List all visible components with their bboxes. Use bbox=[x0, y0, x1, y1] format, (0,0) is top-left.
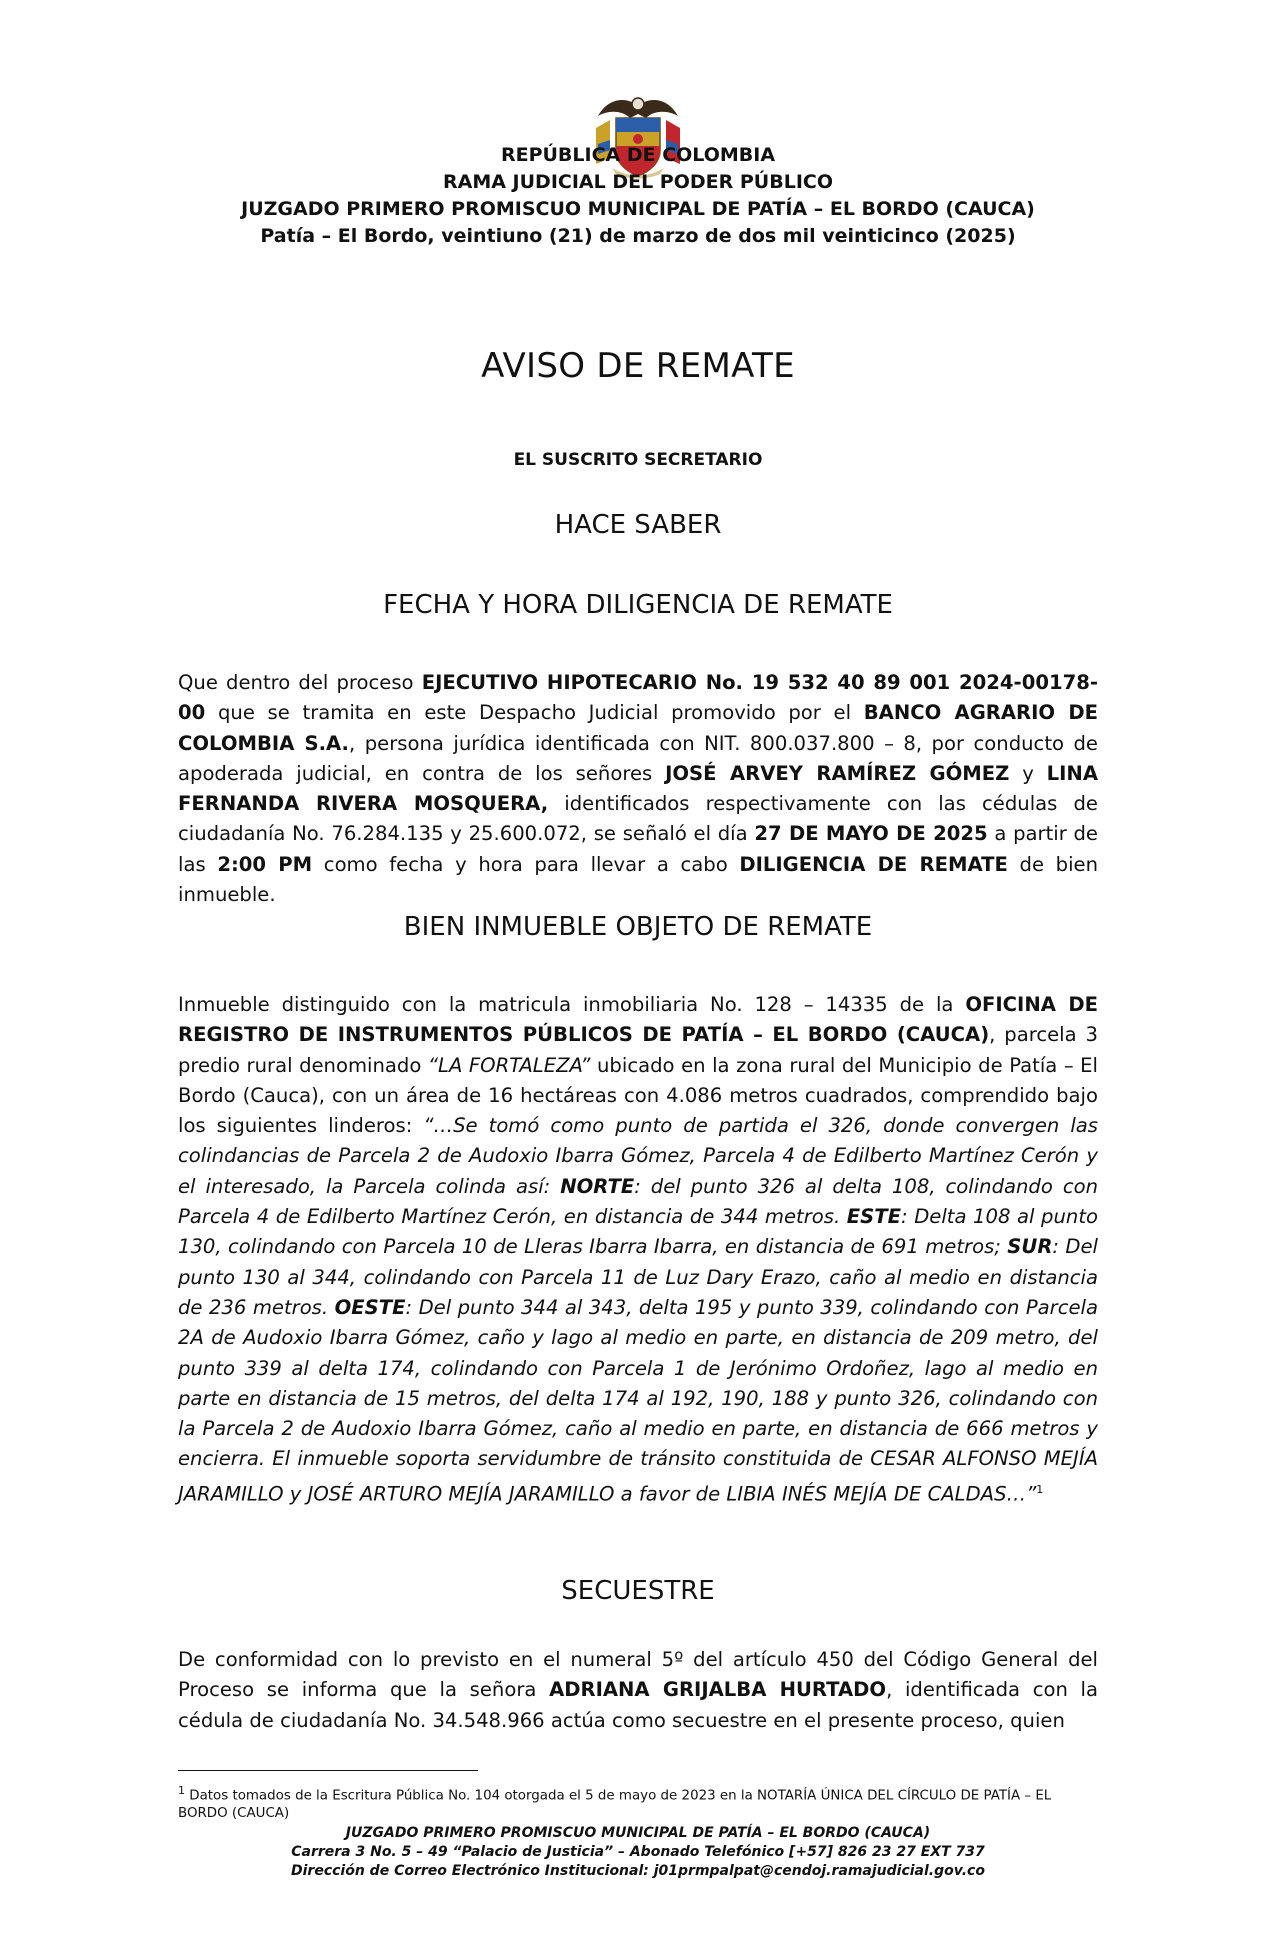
footnote: $^1$ Datos tomados de la Escritura Pública No. 104 otorgada el 5 de mayo de 2023 en la NOTARÍA ÚNICA DEL CÍRCULO DE PATÍA – EL BORDO (CAUCA) bbox=[178, 1784, 1052, 1822]
section-heading-bien-inmueble: BIEN INMUEBLE OBJETO DE REMATE bbox=[403, 912, 873, 942]
paragraph-secuestre: De conformidad con lo previsto en el numeral 5º del artículo 450 del Código General del Proceso se informa que la señora ADRIANA GRIJALBA HURTADO, identificada con la cédula de ciudadanía No. 34.548.966 actúa como secuestre en el presente proceso, quien bbox=[178, 1648, 1099, 1732]
footer-address: Carrera 3 No. 5 – 49 “Palacio de Justicia” – Abonado Telefónico [+57] 826 23 27 EXT 737 bbox=[291, 1844, 985, 1860]
document-subtitle: EL SUSCRITO SECRETARIO bbox=[513, 450, 763, 470]
header-court: JUZGADO PRIMERO PROMISCUO MUNICIPAL DE PATÍA – EL BORDO (CAUCA) bbox=[241, 198, 1035, 220]
document-title: AVISO DE REMATE bbox=[481, 346, 795, 386]
footer-email: Dirección de Correo Electrónico Institucional: j01prmpalpat@cendoj.ramajudicial.gov.co bbox=[291, 1863, 985, 1879]
footnote-reference[interactable]: 1 bbox=[1036, 1482, 1044, 1496]
footnote-divider bbox=[178, 1770, 478, 1771]
page-footer bbox=[0, 1824, 1276, 1881]
footer-court: JUZGADO PRIMERO PROMISCUO MUNICIPAL DE PATÍA – EL BORDO (CAUCA) bbox=[345, 1825, 931, 1841]
hace-saber-heading: HACE SABER bbox=[554, 510, 722, 540]
section-heading-fecha: FECHA Y HORA DILIGENCIA DE REMATE bbox=[383, 590, 893, 620]
header-date: Patía – El Bordo, veintiuno (21) de marzo de dos mil veinticinco (2025) bbox=[260, 225, 1016, 247]
paragraph-bien-inmueble: Inmueble distinguido con la matricula inmobiliaria No. 128 – 14335 de la OFICINA DE REGISTRO DE INSTRUMENTOS PÚBLICOS DE PATÍA – EL BORDO (CAUCA), parcela 3 predio rural denominado “LA FORTALEZA” ubicado en la zona rural del Municipio de Patía – El Bordo (Cauca), con un área de 16 hectáreas con 4.086 metros cuadrados, comprendido bajo los siguientes linderos: “…Se tomó como punto de partida el 326, donde convergen las colindancias de Parcela 2 de Audoxio Ibarra Gómez, Parcela 4 de Edilberto Martínez Cerón y el interesado, la Parcela colinda así: NORTE: del punto 326 al delta 108, colindando con Parcela 4 de Edilberto Martínez Cerón, en distancia de 344 metros. ESTE: Delta 108 al punto 130, colindando con Parcela 10 de Lleras Ibarra Ibarra, en distancia de 691 metros; SUR: Del punto 130 al 344, colindando con Parcela 11 de Luz Dary Erazo, caño al medio en distancia de 236 metros. OESTE: Del punto 344 al 343, delta 195 y punto 339, colindando con Parcela 2A de Audoxio Ibarra Gómez, caño y lago al medio en parte, en distancia de 209 metro, del punto 339 al delta 174, colindando con Parcela 1 de Jerónimo Ordoñez, lago al medio en parte en distancia de 15 metros, del delta 174 al 192, 190, 188 y punto 326, colindando con la Parcela 2 de Audoxio Ibarra Gómez, caño al medio en parte, en distancia de 666 metros y encierra. El inmueble soporta servidumbre de tránsito constituida de CESAR ALFONSO MEJÍA JARAMILLO y JOSÉ ARTURO MEJÍA JARAMILLO a favor de LIBIA INÉS MEJÍA DE CALDAS…”$^1$ bbox=[178, 993, 1099, 1506]
section-heading-secuestre: SECUESTRE bbox=[561, 1576, 715, 1606]
header-country: REPÚBLICA DE COLOMBIA bbox=[500, 144, 776, 166]
header-branch: RAMA JUDICIAL DEL PODER PÚBLICO bbox=[443, 171, 833, 193]
paragraph-fecha-remate: Que dentro del proceso EJECUTIVO HIPOTECARIO No. 19 532 40 89 001 2024-00178-00 que se tramita en este Despacho Judicial promovido por el BANCO AGRARIO DE COLOMBIA S.A., persona jurídica identificada con NIT. 800.037.800 – 8, por conducto de apoderada judicial, en contra de los señores JOSÉ ARVEY RAMÍREZ GÓMEZ y LINA FERNANDA RIVERA MOSQUERA, identificados respectivamente con las cédulas de ciudadanía No. 76.284.135 y 25.600.072, se señaló el día 27 DE MAYO DE 2025 a partir de las 2:00 PM como fecha y hora para llevar a cabo DILIGENCIA DE REMATE de bien inmueble. bbox=[178, 671, 1099, 907]
